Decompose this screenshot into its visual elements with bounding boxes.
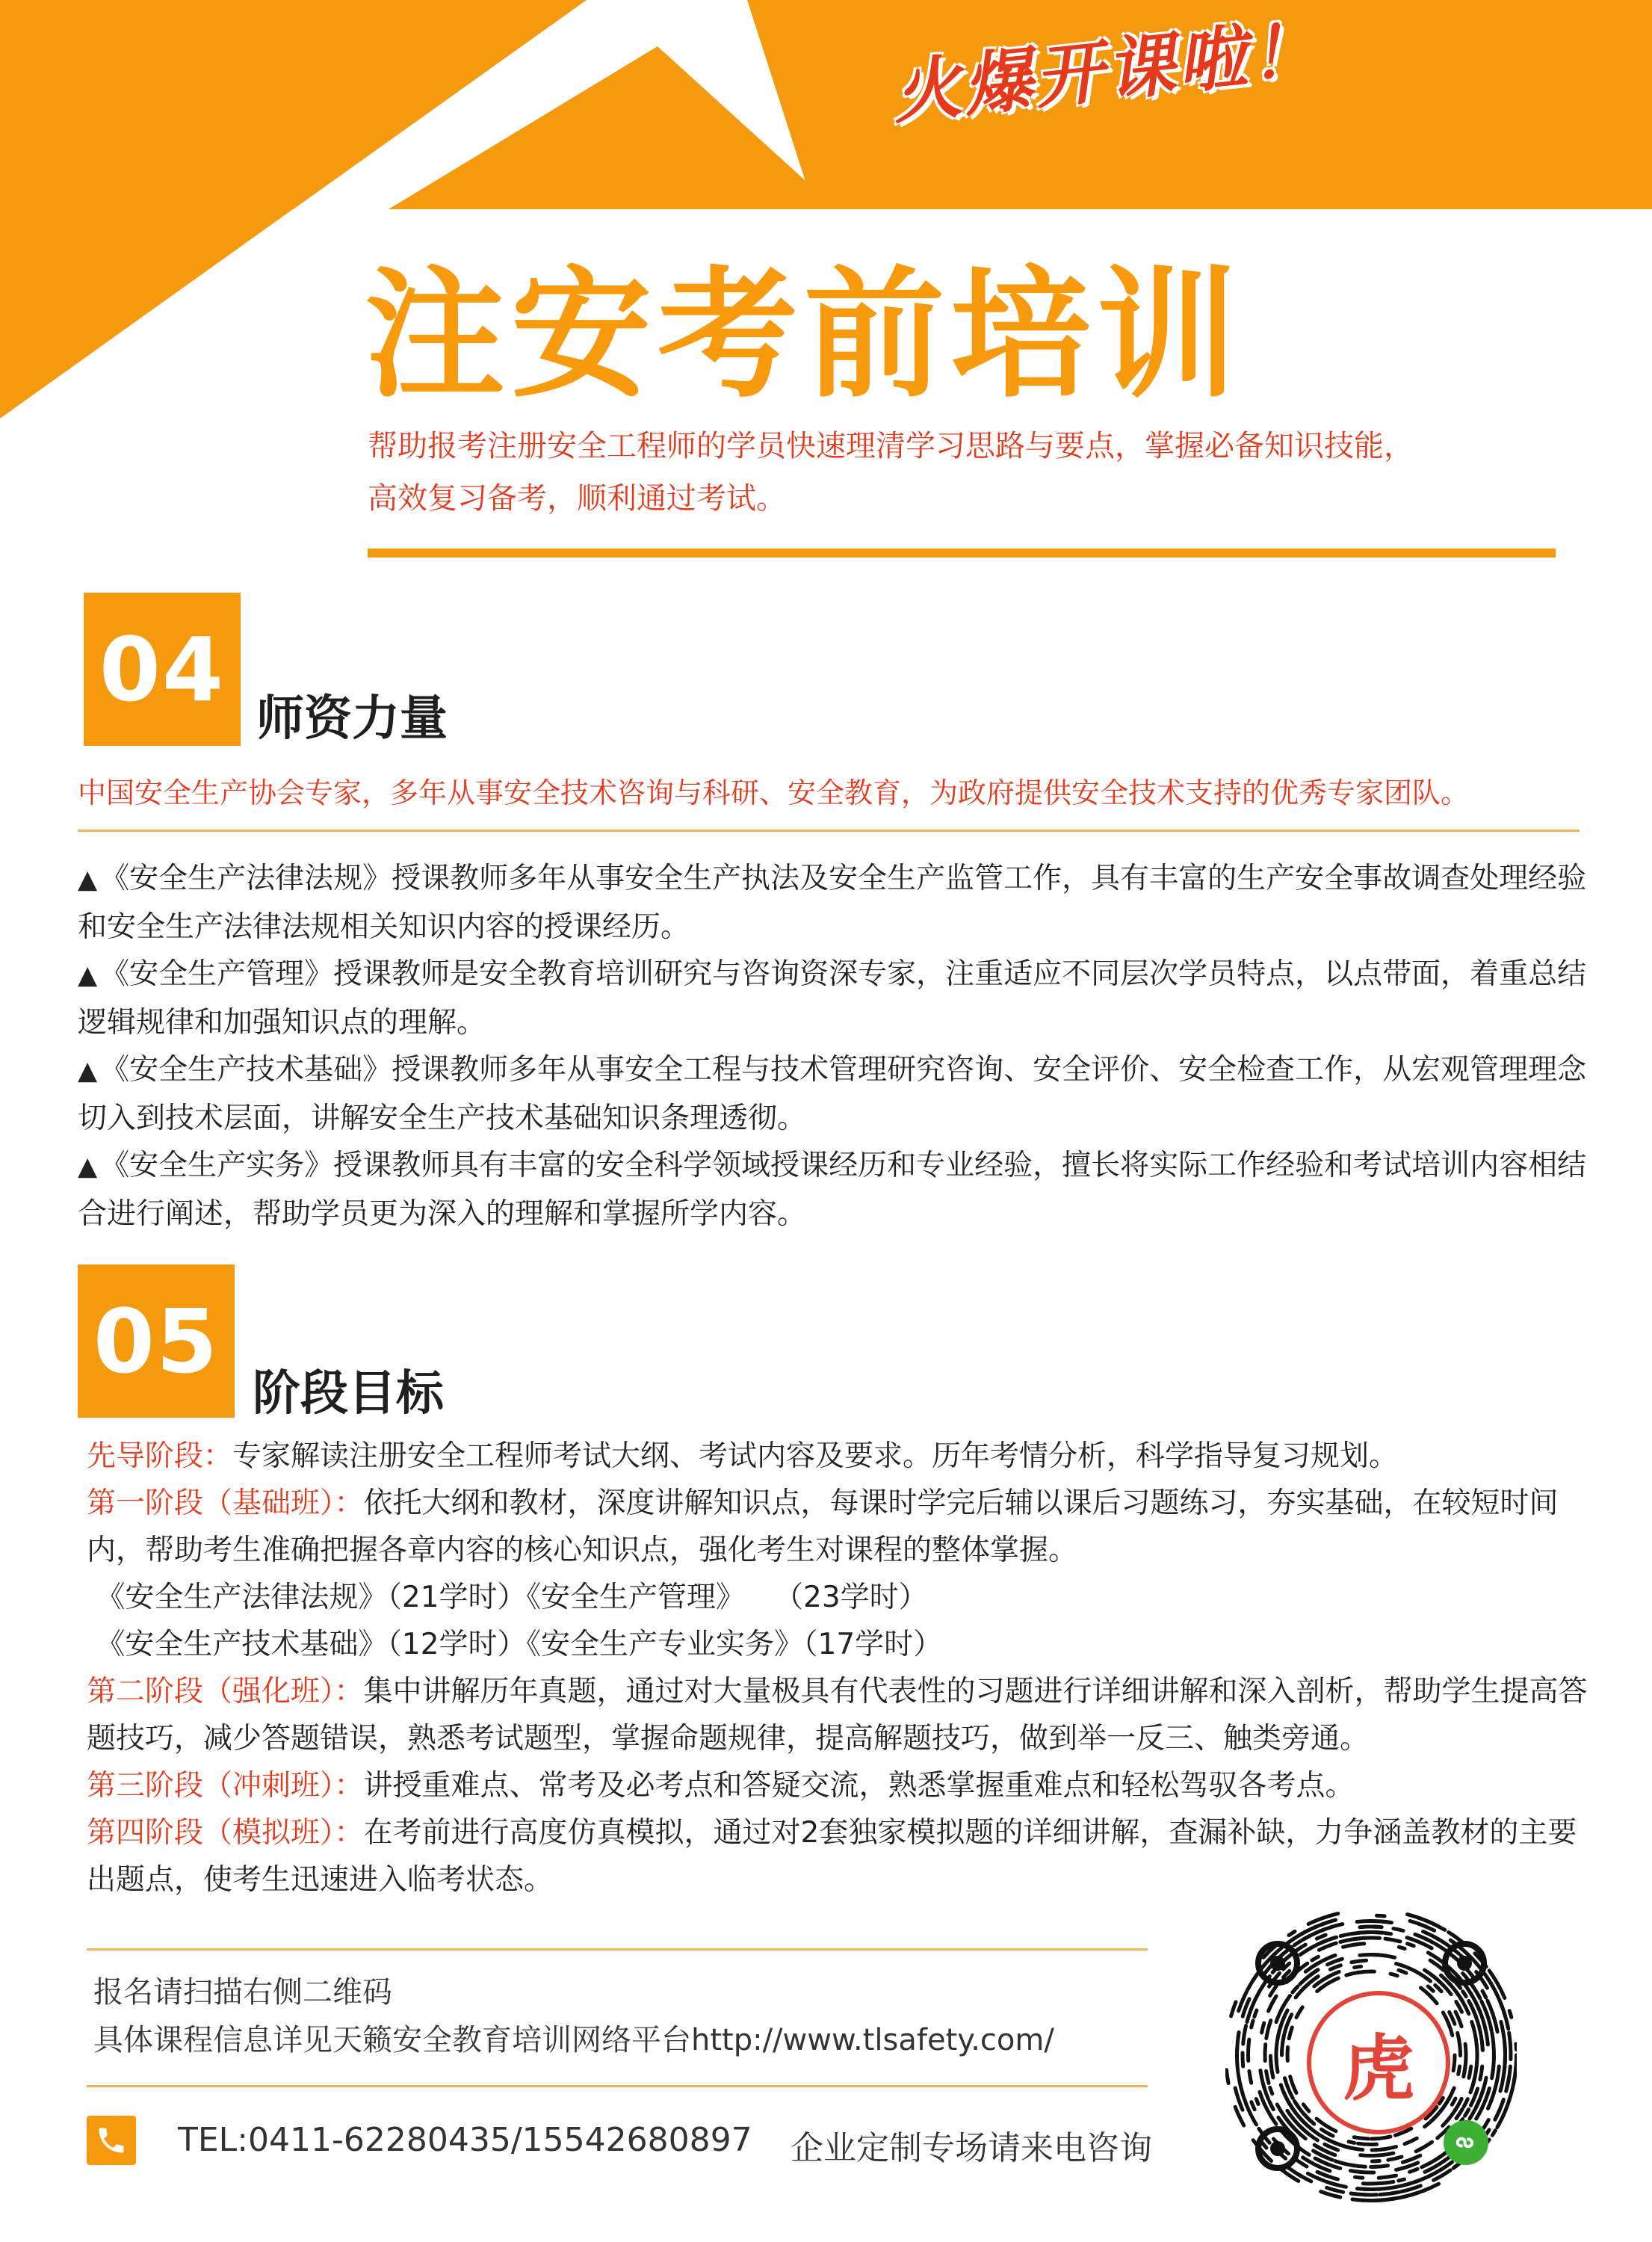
course-line: 《安全生产法律法规》（21学时）《安全生产管理》 （23学时） <box>87 1581 928 1614</box>
qr-module <box>1488 2099 1492 2109</box>
subtitle-line: 帮助报考注册安全工程师的学员快速理清学习思路与要点，掌握必备知识技能， <box>368 429 1414 463</box>
qr-module <box>1353 2171 1363 2172</box>
qr-module <box>1238 2032 1239 2038</box>
qr-module <box>1482 2044 1483 2050</box>
qr-module <box>1489 1980 1493 1987</box>
qr-module <box>1388 2157 1402 2160</box>
qr-module <box>1486 2088 1489 2099</box>
qr-module <box>1252 2021 1253 2028</box>
qr-module <box>1289 2028 1292 2039</box>
qr-module <box>1249 2071 1252 2083</box>
qr-module <box>1483 1981 1488 1988</box>
qr-module <box>1269 1996 1277 2011</box>
qr-module <box>1295 2102 1299 2108</box>
qr-module <box>1255 2010 1257 2017</box>
qr-module <box>1381 2137 1390 2138</box>
qr-module <box>1243 2025 1246 2044</box>
qr-module <box>1314 2151 1322 2155</box>
qr-module <box>1483 2022 1488 2045</box>
page-subtitle <box>368 420 1593 525</box>
qr-finder-dot <box>1457 1956 1472 1971</box>
qr-module <box>1269 2102 1273 2110</box>
qr-module <box>1420 1924 1434 1930</box>
page-title: 注安考前培训 <box>365 253 1243 417</box>
qr-module <box>1464 2066 1465 2077</box>
qr-code-icon[interactable] <box>1225 1902 1517 2208</box>
qr-module <box>1335 2161 1354 2166</box>
footer-divider-top <box>87 1948 1148 1951</box>
qr-module <box>1492 2131 1495 2136</box>
qr-module <box>1260 2070 1262 2078</box>
footer-divider-bottom <box>87 2085 1148 2087</box>
section-title-faculty: 师资力量 <box>256 691 448 747</box>
qr-module <box>1351 2193 1366 2195</box>
qr-module <box>1507 2022 1509 2028</box>
qr-module <box>1372 2149 1385 2150</box>
qr-module <box>1265 2045 1266 2061</box>
qr-module <box>1501 2022 1503 2032</box>
qr-module <box>1246 1999 1249 2006</box>
qr-module <box>1358 2143 1376 2144</box>
qr-module <box>1238 2074 1243 2094</box>
qr-module <box>1448 2022 1453 2035</box>
qr-module <box>1355 1966 1361 1967</box>
qr-module <box>1472 2022 1475 2031</box>
qr-module <box>1333 1971 1339 1974</box>
qr-module <box>1329 1943 1336 1945</box>
qr-module <box>1476 1992 1480 1998</box>
qr-module <box>1361 2189 1368 2190</box>
qr-module <box>1371 2138 1379 2139</box>
qr-module <box>1510 2044 1511 2060</box>
qr-module <box>1459 1947 1464 1951</box>
qr-module <box>1235 2107 1239 2115</box>
qr-module <box>1500 2078 1503 2091</box>
qr-module <box>1288 2015 1292 2023</box>
qr-module <box>1334 2190 1343 2192</box>
qr-module <box>1426 1939 1434 1943</box>
qr-module <box>1266 2021 1271 2039</box>
qr-module <box>1363 2183 1382 2184</box>
qr-module <box>1411 2186 1420 2190</box>
qr-module <box>1435 1985 1441 1991</box>
qr-module <box>1317 1986 1325 1992</box>
list-item: 第一阶段（基础班）：依托大纲和教材，深度讲解知识点，每课时学完后辅以课后习题练习，夯实基础，在较短时间内，帮助考生准确把握各章内容的核心知识点，强化考生对课程的整体掌握。 <box>87 1486 1559 1567</box>
qr-module <box>1482 1991 1486 1998</box>
section-number-04: 04 <box>84 593 241 746</box>
qr-module <box>1354 1944 1360 1945</box>
qr-module <box>1379 2175 1396 2178</box>
qr-module <box>1322 1920 1336 1924</box>
website-info: 具体课程信息详见天籁安全教育培训网络平台http://www.tlsafety.com/ <box>93 2023 1054 2057</box>
qr-module <box>1395 2128 1411 2135</box>
qr-module <box>1429 1995 1437 2004</box>
qr-module <box>1470 2078 1475 2093</box>
qr-module <box>1383 2181 1393 2183</box>
faculty-list <box>78 855 1587 1238</box>
list-item: 第二阶段（强化班）：集中讲解历年真题，通过对大量极具有代表性的习题进行详细讲解和深入剖析，帮助学生提高答题技巧，减少答题错误，熟悉考试题型，掌握命题规律，提高解题技巧，做到举一反三、触类旁通。 <box>87 1675 1588 1755</box>
header-corner <box>0 209 299 448</box>
qr-module <box>1401 2190 1410 2192</box>
qr-module <box>1405 2138 1417 2144</box>
qr-module <box>1290 2077 1296 2093</box>
qr-module <box>1373 2153 1393 2155</box>
qr-module <box>1463 1992 1467 1997</box>
triangle-bullet-icon: ▲ <box>78 1056 98 1086</box>
qr-module <box>1439 2098 1443 2104</box>
qr-module <box>1453 2164 1459 2168</box>
phone-icon <box>87 2116 136 2165</box>
section-title-stages: 阶段目标 <box>253 1366 444 1421</box>
qr-module <box>1311 1977 1318 1982</box>
qr-module <box>1243 2007 1246 2016</box>
qr-module <box>1296 2007 1302 2018</box>
qr-module <box>1260 2092 1265 2104</box>
qr-module <box>1505 2044 1506 2067</box>
qr-module <box>1495 2066 1499 2088</box>
qr-module <box>1516 2055 1517 2066</box>
course-line: 《安全生产技术基础》（12学时）《安全生产专业实务》（17学时） <box>87 1628 943 1661</box>
qr-module <box>1326 2181 1335 2184</box>
qr-module <box>1329 1914 1338 1916</box>
qr-module <box>1450 2012 1455 2024</box>
qr-module <box>1352 1960 1367 1962</box>
qr-module <box>1252 2116 1256 2125</box>
faculty-highlight: 中国安全生产协会专家，多年从事安全技术咨询与科研、安全教育，为政府提供安全技术支持的优秀专家团队。 <box>78 776 1470 809</box>
qr-module <box>1357 1971 1374 1973</box>
qr-module <box>1428 1986 1433 1991</box>
qr-module <box>1362 2200 1385 2201</box>
qr-module <box>1379 1921 1391 1923</box>
qr-module <box>1289 1931 1295 1935</box>
qr-module <box>1317 2172 1327 2175</box>
qr-module <box>1256 2099 1258 2104</box>
qr-module <box>1377 1915 1385 1916</box>
custom-session-note: 企业定制专场请来电咨询 <box>791 2129 1152 2167</box>
qr-module <box>1262 2023 1264 2033</box>
qr-module <box>1465 2110 1469 2116</box>
qr-module <box>1317 2146 1325 2151</box>
qr-module <box>1317 1935 1325 1939</box>
qr-module <box>1496 2110 1500 2117</box>
qr-module <box>1243 1992 1246 2001</box>
section-number-05: 05 <box>78 1264 235 1418</box>
qr-module <box>1315 2177 1324 2181</box>
qr-module <box>1396 1964 1405 1967</box>
qr-module <box>1393 1929 1403 1931</box>
qr-module <box>1312 1957 1319 1960</box>
qr-module <box>1489 2022 1491 2031</box>
stage-list <box>87 1433 1596 1903</box>
qr-module <box>1476 2044 1477 2066</box>
section-divider <box>78 830 1580 832</box>
qr-module <box>1303 1983 1309 1989</box>
qr-module <box>1380 2192 1399 2194</box>
signup-hint: 报名请扫描右侧二维码 <box>93 1975 392 2010</box>
qr-module <box>1453 2055 1455 2071</box>
qr-module <box>1390 1974 1397 1976</box>
qr-module <box>1275 1948 1282 1955</box>
list-item: ▲ 《安全生产技术基础》授课教师多年从事安全工程与技术管理研究咨询、安全评价、安全检查工作，从宏观管理理念切入到技术层面，讲解安全生产技术基础知识条理透彻。 <box>78 1053 1587 1135</box>
qr-module <box>1509 2011 1512 2018</box>
qr-module <box>1465 2044 1466 2054</box>
phone-glyph-icon <box>95 2124 128 2157</box>
qr-module <box>1270 2087 1272 2094</box>
qr-module <box>1452 2099 1455 2104</box>
qr-logo-char: 虎 <box>1343 2026 1414 2110</box>
qr-module <box>1399 1947 1405 1948</box>
qr-module <box>1355 2177 1363 2178</box>
qr-module <box>1270 1986 1277 1995</box>
list-item: 第三阶段（冲刺班）：讲授重难点、常考及必考点和答疑交流，熟悉掌握重难点和轻松驾驭各考点。 <box>87 1769 1355 1803</box>
qr-module <box>1349 2142 1355 2143</box>
qr-module <box>1492 2033 1494 2043</box>
qr-module <box>1252 2102 1255 2110</box>
qr-module <box>1352 2199 1363 2200</box>
triangle-bullet-icon: ▲ <box>78 960 98 990</box>
qr-module <box>1480 2066 1482 2080</box>
qr-logo <box>1311 1995 1446 2130</box>
qr-module <box>1282 2024 1287 2045</box>
qr-module <box>1385 1933 1391 1934</box>
qr-module <box>1323 1976 1331 1980</box>
list-item: 第四阶段（模拟班）：在考前进行高度仿真模拟，通过对2套独家模拟题的详细讲解，查漏补缺，力争涵盖教材的主要出题点，使考生迅速进入临考状态。 <box>87 1816 1577 1897</box>
footer-info <box>93 1968 1054 2064</box>
qr-module <box>1399 1970 1406 1973</box>
qr-module <box>1458 2066 1460 2075</box>
qr-module <box>1297 1945 1305 1950</box>
qr-module <box>1501 1990 1505 1998</box>
qr-module <box>1403 2183 1413 2186</box>
qr-module <box>1324 1924 1342 1930</box>
header-divider <box>368 549 1556 558</box>
mini-program-badge-icon <box>1444 2120 1488 2165</box>
list-item: 先导阶段：专家解读注册安全工程师考试大纲、考试内容及要求。历年考情分析，科学指导复习规划。 <box>87 1439 1399 1473</box>
triangle-bullet-icon: ▲ <box>78 1152 98 1182</box>
qr-module <box>1379 2186 1402 2189</box>
subtitle-line: 高效复习备考，顺利通过考试。 <box>368 481 786 516</box>
triangle-bullet-icon: ▲ <box>78 865 98 895</box>
slogan: 火爆开课啦！ <box>888 9 1325 134</box>
qr-module <box>1464 2099 1467 2107</box>
qr-module <box>1330 1965 1340 1970</box>
qr-module <box>1308 2173 1314 2176</box>
qr-module <box>1361 2155 1371 2156</box>
list-item: ▲ 《安全生产法律法规》授课教师多年从事安全生产执法及安全生产监管工作，具有丰富的生产安全事故调查处理经验和安全生产法律法规相关知识内容的授课经历。 <box>78 862 1587 944</box>
qr-module <box>1250 1992 1259 2012</box>
qr-finder-dot <box>1270 2141 1285 2156</box>
qr-module <box>1327 2187 1332 2189</box>
qr-module <box>1410 2169 1418 2172</box>
qr-module <box>1293 1986 1298 1992</box>
qr-module <box>1340 1934 1351 1936</box>
list-item: ▲ 《安全生产管理》授课教师是安全教育培训研究与咨询资深专家，注重适应不同层次学员特点，以点带面，着重总结逻辑规律和加强知识点的理解。 <box>78 957 1587 1040</box>
list-item: ▲ 《安全生产实务》授课教师具有丰富的安全科学领域授课经历和专业经验，擅长将实际工作经验和考试培训内容相结合进行阐述，帮助学员更为深入的理解和掌握所学内容。 <box>78 1149 1587 1231</box>
qr-module <box>1456 2001 1462 2012</box>
qr-module <box>1416 2148 1423 2152</box>
qr-module <box>1385 1939 1400 1942</box>
qr-module <box>1382 1955 1395 1957</box>
qr-module <box>1408 1944 1414 1946</box>
qr-module <box>1516 2044 1517 2050</box>
qr-module <box>1354 2137 1368 2139</box>
qr-module <box>1271 2056 1272 2066</box>
qr-module <box>1266 2138 1269 2143</box>
qr-module <box>1492 2066 1494 2077</box>
qr-module <box>1506 2078 1509 2091</box>
qr-module <box>1281 2155 1286 2158</box>
qr-module <box>1303 2104 1309 2111</box>
qr-module <box>1372 2161 1379 2162</box>
qr-module <box>1231 2002 1236 2016</box>
phone-number[interactable]: TEL:0411-62280435/15542680897 <box>178 2121 752 2159</box>
qr-module <box>1469 2066 1471 2078</box>
qr-module <box>1266 2071 1269 2083</box>
qr-finder-dot <box>1270 1956 1285 1971</box>
qr-module <box>1399 2179 1405 2181</box>
link-icon <box>1453 2129 1479 2156</box>
qr-module <box>1227 2070 1229 2084</box>
qr-module <box>1460 2044 1461 2056</box>
